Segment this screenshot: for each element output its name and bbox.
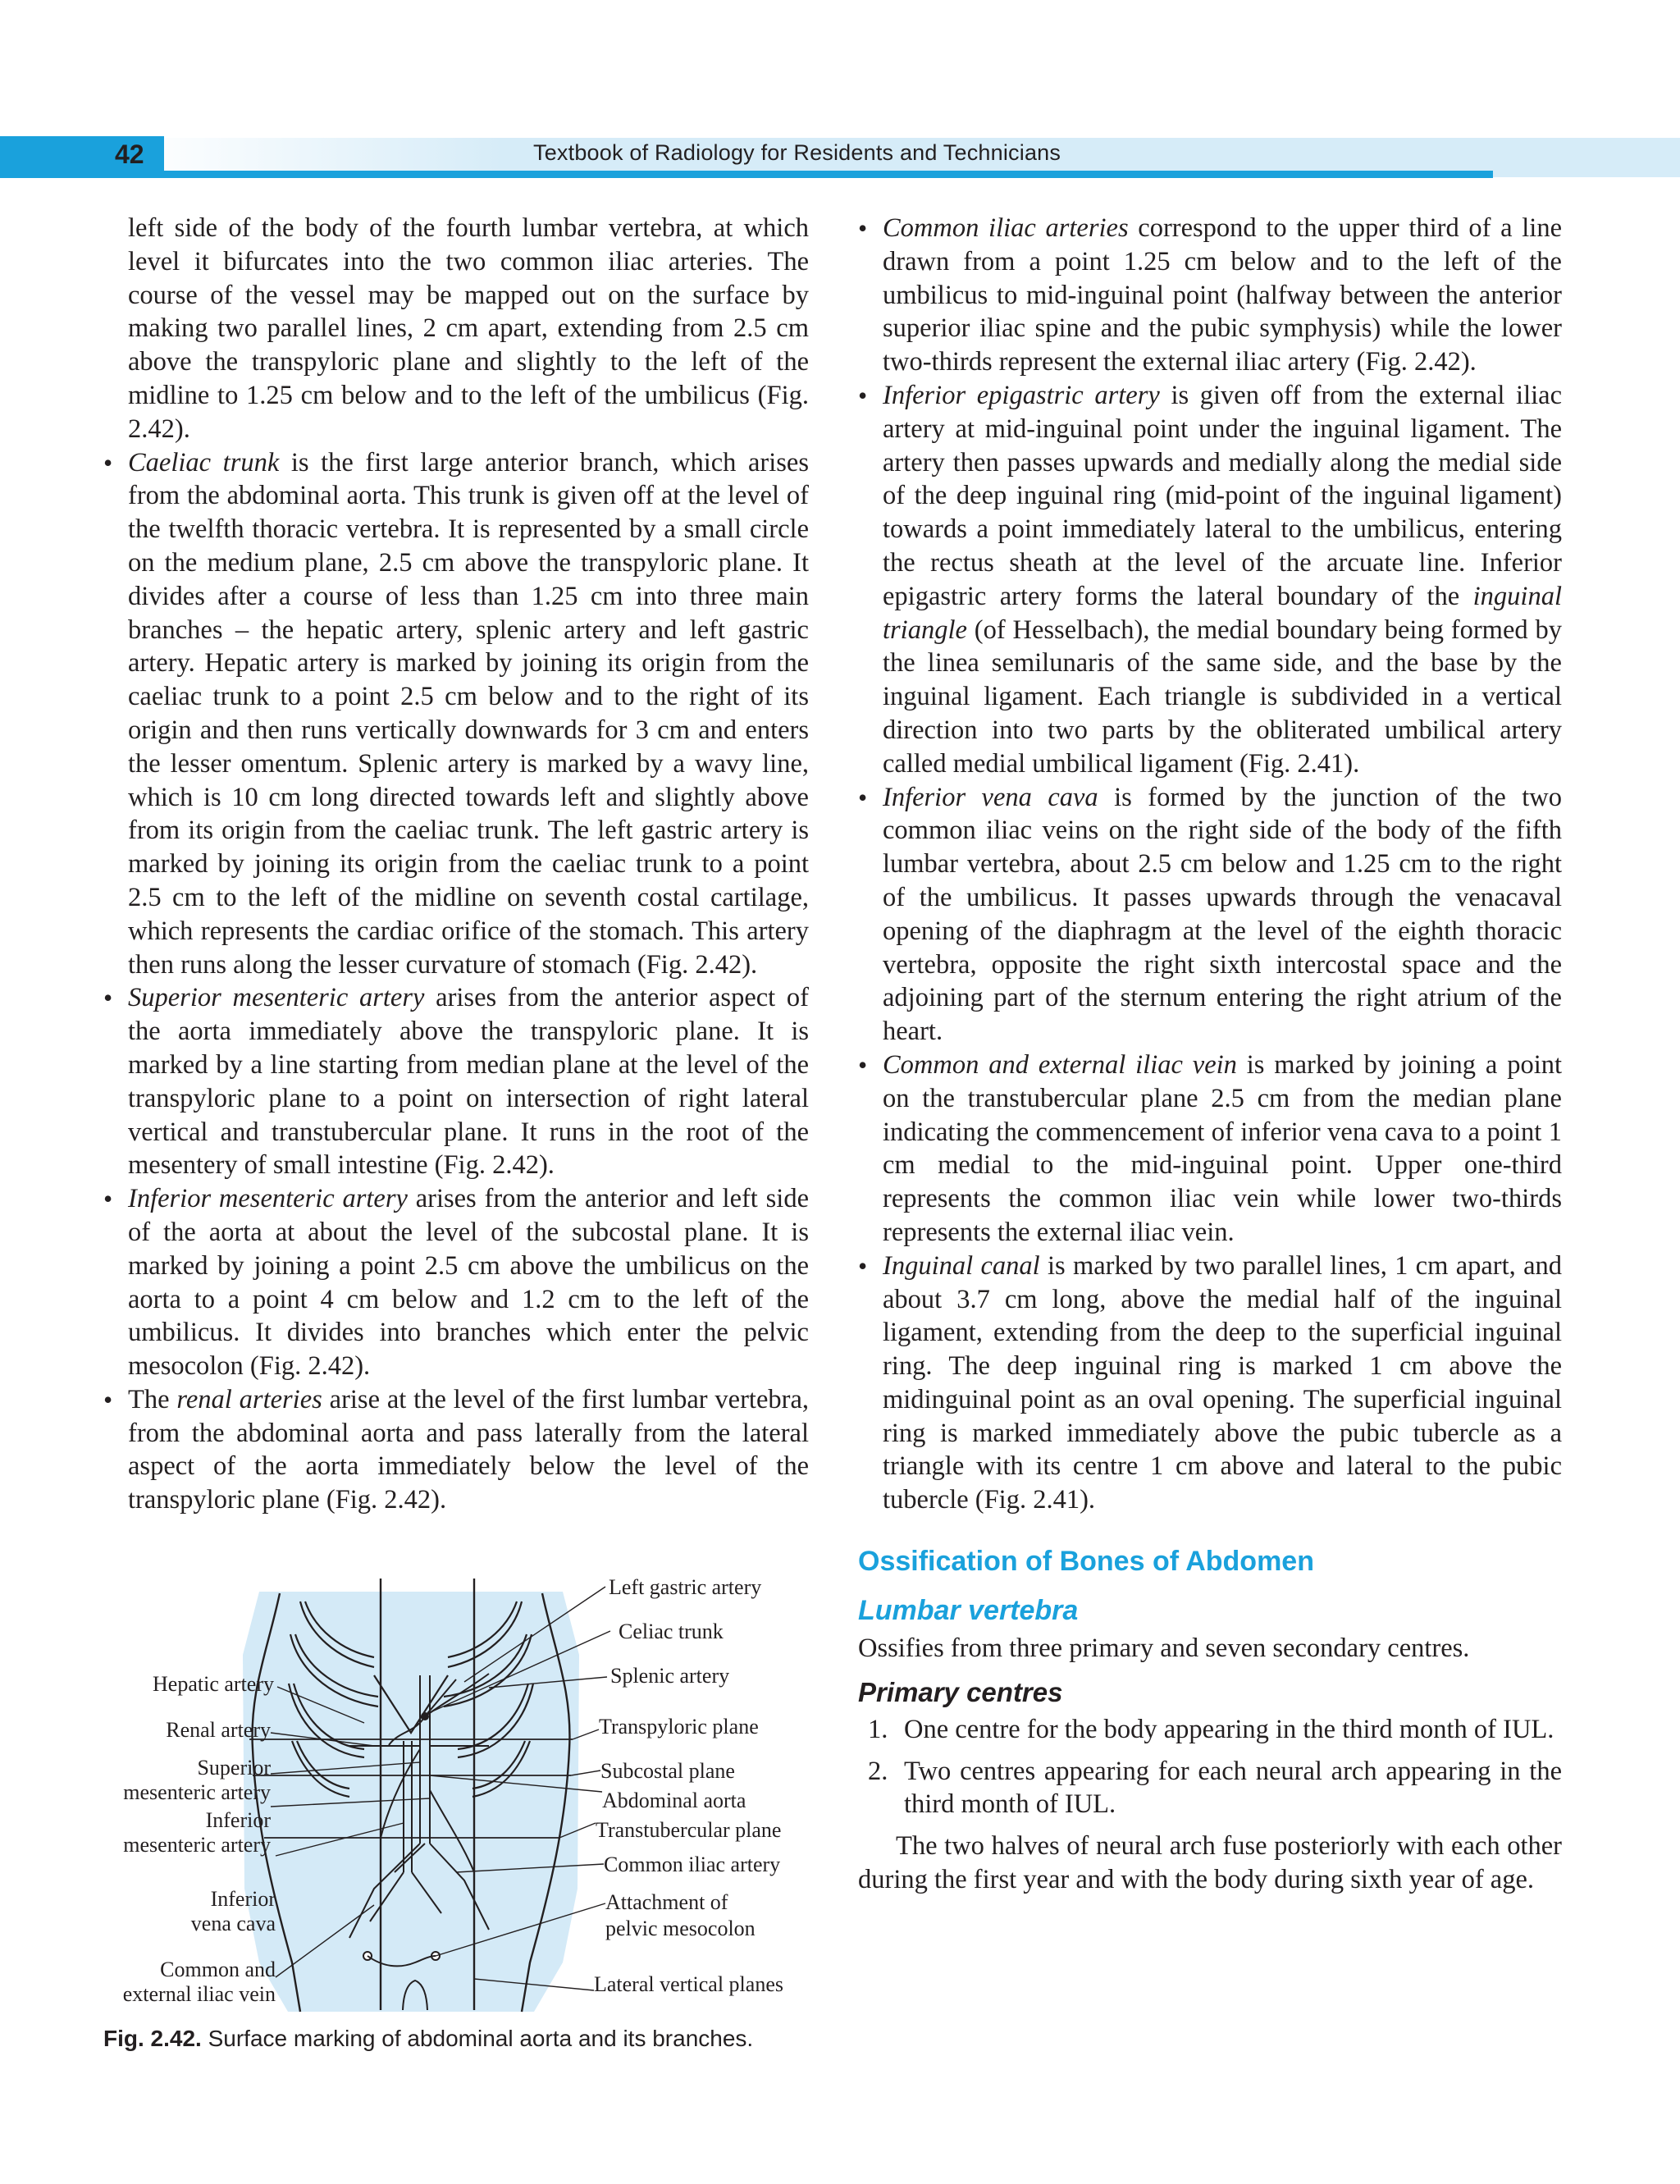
label-subcostal-plane: Subcostal plane [600, 1759, 735, 1783]
running-header-title: Textbook of Radiology for Residents and Technicians [533, 140, 1061, 165]
bullet-superior-mesenteric-artery: • Superior mesenteric artery arises from the anterior aspect of the aorta immediately above the transpyloric plane. It is marked by a line starting from median plane at the level of the transpyloric plane to a point on intersection of right lateral vertical and transtubercular plane. It runs in the root of the mesentery of small intestine (Fig. 2.42). [103, 981, 809, 1182]
label-celiac-trunk: Celiac trunk [619, 1620, 724, 1643]
ossification-intro: Ossifies from three primary and seven secondary centres. [858, 1633, 1470, 1664]
label-attachment-1: Attachment of [605, 1890, 728, 1914]
header-rule [0, 171, 1493, 178]
term-caeliac-trunk: Caeliac trunk [128, 447, 280, 477]
bullet-renal-arteries: • The renal arteries arise at the level of the first lumbar vertebra, from the abdominal aorta and pass laterally from the lateral aspect of the aorta immediately below the level of the transpyloric plane (Fig. 2.42). [103, 1383, 809, 1517]
heading-primary-centres: Primary centres [858, 1676, 1063, 1707]
label-transpyloric-plane: Transpyloric plane [599, 1715, 759, 1739]
term-inguinal-triangle: inguinal triangle [883, 581, 1562, 645]
label-splenic-artery: Splenic artery [610, 1664, 730, 1688]
figure-caption-text: Surface marking of abdominal aorta and its branches. [201, 2026, 754, 2051]
bullet-inferior-epigastric-artery: • Inferior epigastric artery is given off from the external iliac artery at mid-inguinal point under the inguinal ligament. The artery then passes upwards and medially along the medial side of the deep inguinal ring (mid-point of the inguinal ligament) towards a point immediately lateral to the umbilicus, entering the rectus sheath at the level of the arcuate line. Inferior epigastric artery forms the lateral boundary of the inguinal triangle (of Hesselbach), the medial boundary being formed by the linea semilunaris of the same side, and the base by the inguinal ligament. Each triangle is subdivided in a vertical direction into two parts by the obliterated umbilical artery called medial umbilical ligament (Fig. 2.41). [858, 379, 1562, 781]
section-heading-ossification: Ossification of Bones of Abdomen [858, 1546, 1314, 1578]
term-inferior-mesenteric-artery: Inferior mesenteric artery [128, 1184, 408, 1214]
label-inferior-vena-cava-2: vena cava [190, 1912, 276, 1935]
aorta-continuation-paragraph: left side of the body of the fourth lumbar vertebra, at which level it bifurcates into the two common iliac arteries. The course of the vessel may be mapped out on the surface by making two parallel lines, 2 cm apart, extending from 2.5 cm above the transpyloric plane and slightly to the left of the midline to 1.25 cm below and to the left of the umbilicus (Fig. 2.42). [128, 213, 809, 444]
label-common-iliac-artery: Common iliac artery [604, 1853, 781, 1876]
right-column [858, 212, 1562, 1897]
bullet-inferior-mesenteric-artery: • Inferior mesenteric artery arises from the anterior and left side of the aorta at about the level of the subcostal plane. It is marked by joining a point 2.5 cm above the umbilicus on the aorta to a point 4 cm below and 1.2 cm to the left of the umbilicus. It divides into branches which enter the pelvic mesocolon (Fig. 2.42). [103, 1182, 809, 1383]
label-lateral-vertical-planes: Lateral vertical planes [594, 1972, 783, 1996]
bullet-inferior-vena-cava: • Inferior vena cava is formed by the junction of the two common iliac veins on the right side of the body of the fifth lumbar vertebra, about 2.5 cm below and 1.25 cm to the right of the umbilicus. It passes upwards through the venacaval opening of the diaphragm at the level of the eighth thoracic vertebra, opposite the right sixth intercostal space and the adjoining part of the sternum entering the right atrium of the heart. [858, 781, 1562, 1049]
primary-centre-item-1: 1. One centre for the body appearing in the third month of IUL. [858, 1713, 1562, 1747]
label-attachment-2: pelvic mesocolon [605, 1917, 756, 1940]
primary-centre-item-2: 2. Two centres appearing for each neural arch appearing in the third month of IUL. [868, 1756, 1562, 1820]
page-number: 42 [115, 139, 144, 169]
list-number-2: 2. [868, 1756, 888, 1786]
term-inferior-vena-cava: Inferior vena cava [883, 782, 1098, 812]
bullet-common-iliac-arteries: • Common iliac arteries correspond to the upper third of a line drawn from a point 1.25 cm below and to the left of the umbilicus to mid-inguinal point (halfway between the anterior superior iliac spine and the pubic symphysis) while the lower two-thirds represent the external iliac artery (Fig. 2.42). [858, 212, 1562, 379]
term-inguinal-canal: Inguinal canal [883, 1250, 1040, 1281]
term-inferior-epigastric-artery: Inferior epigastric artery [883, 380, 1160, 410]
label-inferior-mesenteric-1: Inferior [205, 1808, 271, 1832]
label-inferior-vena-cava-1: Inferior [210, 1887, 276, 1911]
label-common-external-iliac-vein-2: external iliac vein [122, 1982, 276, 2006]
label-transtubercular-plane: Transtubercular plane [596, 1818, 782, 1842]
label-superior-mesenteric-1: Superior [197, 1756, 271, 1780]
bullet-common-external-iliac-vein: • Common and external iliac vein is marked by joining a point on the transtubercular plane 2.5 cm from the median plane indicating the commencement of inferior vena cava to a point 1 cm medial to the mid-inguinal point. Upper one-third represents the common iliac vein while lower two-thirds represents the external iliac vein. [858, 1049, 1562, 1250]
term-common-iliac-arteries: Common iliac arteries [883, 213, 1129, 243]
label-renal-artery: Renal artery [166, 1718, 271, 1742]
figure-2-42 [103, 1577, 825, 2045]
term-common-external-iliac-vein: Common and external iliac vein [883, 1049, 1237, 1080]
label-abdominal-aorta: Abdominal aorta [602, 1789, 746, 1812]
label-superior-mesenteric-2: mesenteric artery [123, 1780, 271, 1804]
label-hepatic-artery: Hepatic artery [153, 1672, 274, 1696]
bullet-caeliac-trunk: • Caeliac trunk is the first large anterior branch, which arises from the abdominal aorta. This trunk is given off at the level of the twelfth thoracic vertebra. It is represented by a small circle on the medium plane, 2.5 cm above the transpyloric plane. It divides after a course of less than 1.25 cm into three main branches – the hepatic artery, splenic artery and left gastric artery. Hepatic artery is marked by joining its origin from the caeliac trunk to a point 2.5 cm below and to the right of its origin and then runs vertically downwards for 3 cm and enters the lesser omentum. Splenic artery is marked by a wavy line, which is 10 cm long directed towards left and slightly above from its origin from the caeliac trunk. The left gastric artery is marked by joining its origin from the caeliac trunk to a point 2.5 cm to the left of the midline on seventh costal cartilage, which represents the cardiac orifice of the stomach. This artery then runs along the lesser curvature of stomach (Fig. 2.42). [103, 446, 809, 982]
label-common-external-iliac-vein-1: Common and [160, 1958, 276, 1981]
subheading-lumbar-vertebra: Lumbar vertebra [858, 1595, 1079, 1627]
term-superior-mesenteric-artery: Superior mesenteric artery [128, 983, 425, 1013]
figure-caption [103, 2026, 753, 2052]
bullet-inguinal-canal: • Inguinal canal is marked by two parallel lines, 1 cm apart, and about 3.7 cm long, above the medial half of the inguinal ligament, extending from the deep to the superficial inguinal ring. The deep inguinal ring is marked 1 cm above the midinguinal point as an oval opening. The superficial inguinal ring is marked immediately above the pubic tubercle as a triangle with its centre 1 cm above and lateral to the pubic tubercle (Fig. 2.41). [858, 1250, 1562, 1517]
neural-arch-fusion-paragraph: The two halves of neural arch fuse posteriorly with each other during the first year and with the body during sixth year of age. [858, 1831, 1562, 1895]
figure-caption-number: Fig. 2.42. [103, 2026, 202, 2051]
list-number-1: 1. [868, 1714, 888, 1744]
label-inferior-mesenteric-2: mesenteric artery [123, 1833, 271, 1857]
left-column [103, 212, 809, 1517]
label-left-gastric-artery: Left gastric artery [609, 1575, 762, 1599]
term-renal-arteries: renal arteries [176, 1384, 322, 1414]
